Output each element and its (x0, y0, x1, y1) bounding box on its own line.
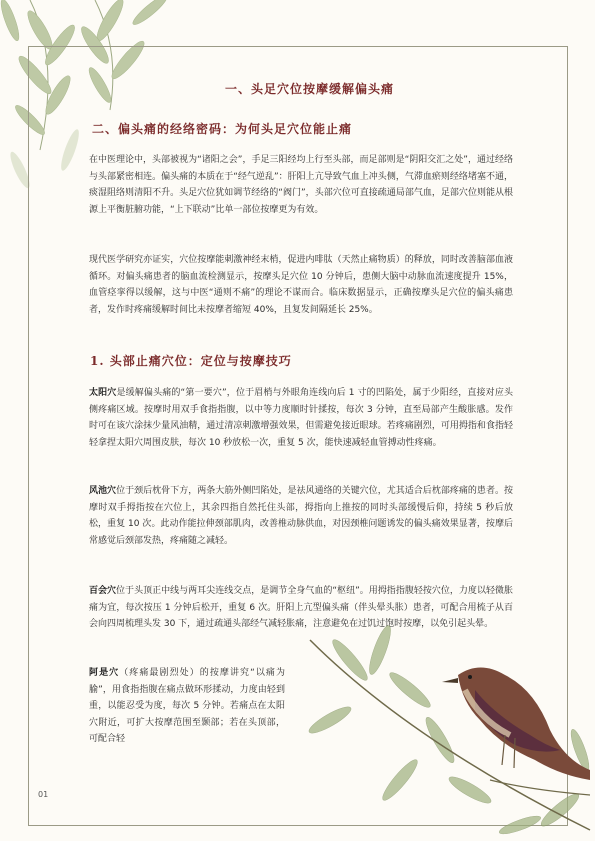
bird-on-branch-illustration (290, 620, 595, 841)
point-name: 太阳穴 (89, 388, 117, 398)
point-description: （疼痛最剧烈处）的按摩讲究“以痛为腧”，用食指指腹在痛点做环形揉动，力度由轻到重，以能忍受为度，每次 5 分钟。若痛点在太阳穴附近，可扩大按摩范围至颞部；若在头顶部，可配合轻 (89, 668, 285, 744)
point-description: 位于颈后枕骨下方，两条大筋外侧凹陷处，是祛风通络的关键穴位，尤其适合后枕部疼痛的患者。按摩时双手拇指按在穴位上，其余四指自然托住头部，拇指向上推按的同时头部缓慢后仰，持续 5 秒后放松，重复 10 次。此动作能拉伸颈部肌肉，改善椎动脉供血，对因颈椎问题诱发的偏头痛效果显著，按摩后常感觉后颈部发热，疼痛随之减轻。 (89, 486, 513, 546)
point-name: 风池穴 (89, 486, 117, 496)
point-name: 阿是穴 (89, 668, 120, 678)
paragraph-tcm-theory: 在中医理论中，头部被视为“诸阳之会”，手足三阳经均上行至头部，而足部则是“阴阳交汇之处”，通过经络与头部紧密相连。偏头痛的本质在于“经气逆乱”：肝阳上亢导致气血上冲头侧，气滞血瘀则经络堵塞不通，痰湿阻络则清阳不升。头足穴位犹如调节经络的“阀门”，头部穴位可直接疏通局部气血，足部穴位则能从根源上平衡脏腑功能，“上下联动”比单一部位按摩更为有效。 (89, 155, 513, 215)
point-description: 位于头顶正中线与两耳尖连线交点，是调节全身气血的“枢纽”。用拇指指腹轻按穴位，力度以轻微胀痛为宜，每次按压 1 分钟后松开，重复 6 次。肝阳上亢型偏头痛（伴头晕头胀）患者，可配合用梳子从百会向四周梳理头发 30 下，通过疏通头部经气减轻胀痛，注意避免在过饥过饱时按摩，以免引起头晕。 (89, 586, 513, 629)
page-number: 01 (38, 790, 49, 799)
section-heading-1: 一、头足穴位按摩缓解偏头痛 (225, 82, 395, 96)
point-name: 百会穴 (89, 586, 117, 596)
paragraph-modern-research: 现代医学研究亦证实，穴位按摩能刺激神经末梢，促进内啡肽（天然止痛物质）的释放，同时改善脑部血液循环。对偏头痛患者的脑血流检测显示，按摩头足穴位 10 分钟后，患侧大脑中动脉血流速度提升 15%，血管痉挛得以缓解，这与中医“通则不痛”的理论不谋而合。临床数据显示，正确按摩头足穴位的偏头痛患者，发作时疼痛缓解时间比未按摩者缩短 40%，且复发间隔延长 25%。 (89, 255, 513, 315)
paragraph-fengchi-point (89, 483, 513, 549)
section-heading-2: 二、偏头痛的经络密码：为何头足穴位能止痛 (92, 122, 353, 136)
paragraph-taiyang-point (89, 385, 513, 451)
point-description: 是缓解偏头痛的“第一要穴”，位于眉梢与外眼角连线向后 1 寸的凹陷处，属于少阳经，直接对应头侧疼痛区域。按摩时用双手食指指腹，以中等力度顺时针揉按，每次 3 分钟，直至局部产生酸胀感。发作时可在该穴涂抹少量风油精，通过清凉刺激增强效果，但需避免接近眼球。若疼痛剧烈，可用拇指和食指轻轻拿捏太阳穴周围皮肤，每次 10 秒放松一次，重复 5 次，能快速减轻血管搏动性疼痛。 (89, 388, 513, 448)
paragraph-ashi-point (89, 665, 285, 748)
subsection-heading: 1. 头部止痛穴位：定位与按摩技巧 (90, 354, 292, 368)
